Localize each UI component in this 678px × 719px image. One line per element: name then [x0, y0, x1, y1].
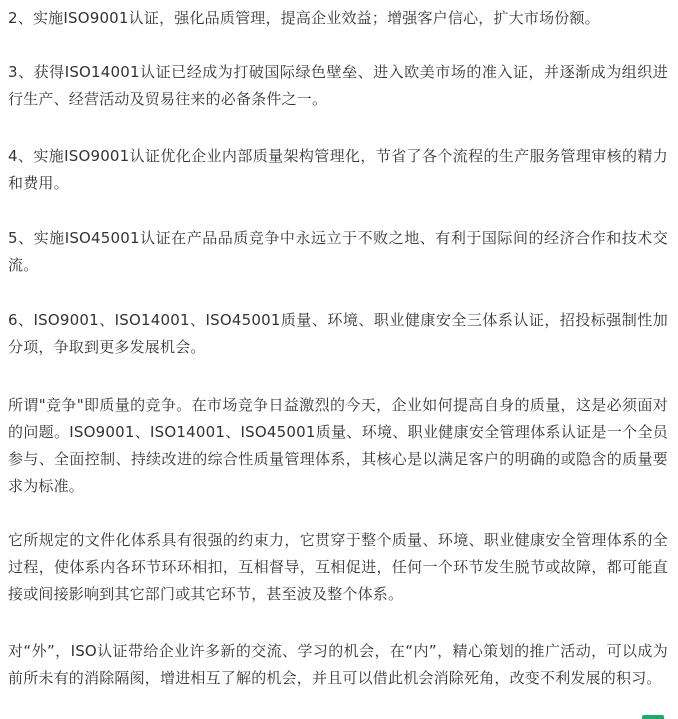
paragraph-internal-external: 对“外”，ISO认证带给企业许多新的交流、学习的机会，在“内”，精心策划的推广活动，可以成为前所未有的消除隔阂，增进相互了解的机会，并且可以借此机会消除死角，改变不利发展的积习。: [8, 642, 668, 687]
paragraph-benefit-4: 4、实施ISO9001认证优化企业内部质量架构管理化，节省了各个流程的生产服务管理审核的精力和费用。: [8, 147, 668, 192]
paragraph-benefit-5: 5、实施ISO45001认证在产品品质竞争中永远立于不败之地、有利于国际间的经济合作和技术交流。: [8, 229, 668, 274]
accent-corner-mark: [642, 715, 664, 719]
paragraph-benefit-2: 2、实施ISO9001认证，强化品质管理，提高企业效益；增强客户信心，扩大市场份额。: [8, 9, 600, 27]
paragraph-benefit-3: 3、获得ISO14001认证已经成为打破国际绿色壁垒、进入欧美市场的准入证，并逐渐成为组织进行生产、经营活动及贸易往来的必备条件之一。: [8, 63, 668, 108]
paragraph-documented-system: 它所规定的文件化体系具有很强的约束力，它贯穿于整个质量、环境、职业健康安全管理体系的全过程，使体系内各环节环环相扣，互相督导，互相促进，任何一个环节发生脱节或故障，都可能直接或间接影响到其它部门或其它环节，甚至波及整个体系。: [8, 531, 668, 603]
paragraph-quality-competition: 所谓"竞争"即质量的竞争。在市场竞争日益激烈的今天，企业如何提高自身的质量，这是必须面对的问题。ISO9001、ISO14001、ISO45001质量、环境、职业健康安全管理体系认证是一个全员参与、全面控制、持续改进的综合性质量管理体系，其核心是以满足客户的明确的或隐含的质量要求为标准。: [8, 396, 668, 495]
paragraph-benefit-6: 6、ISO9001、ISO14001、ISO45001质量、环境、职业健康安全三体系认证，招投标强制性加分项，争取到更多发展机会。: [8, 311, 668, 356]
